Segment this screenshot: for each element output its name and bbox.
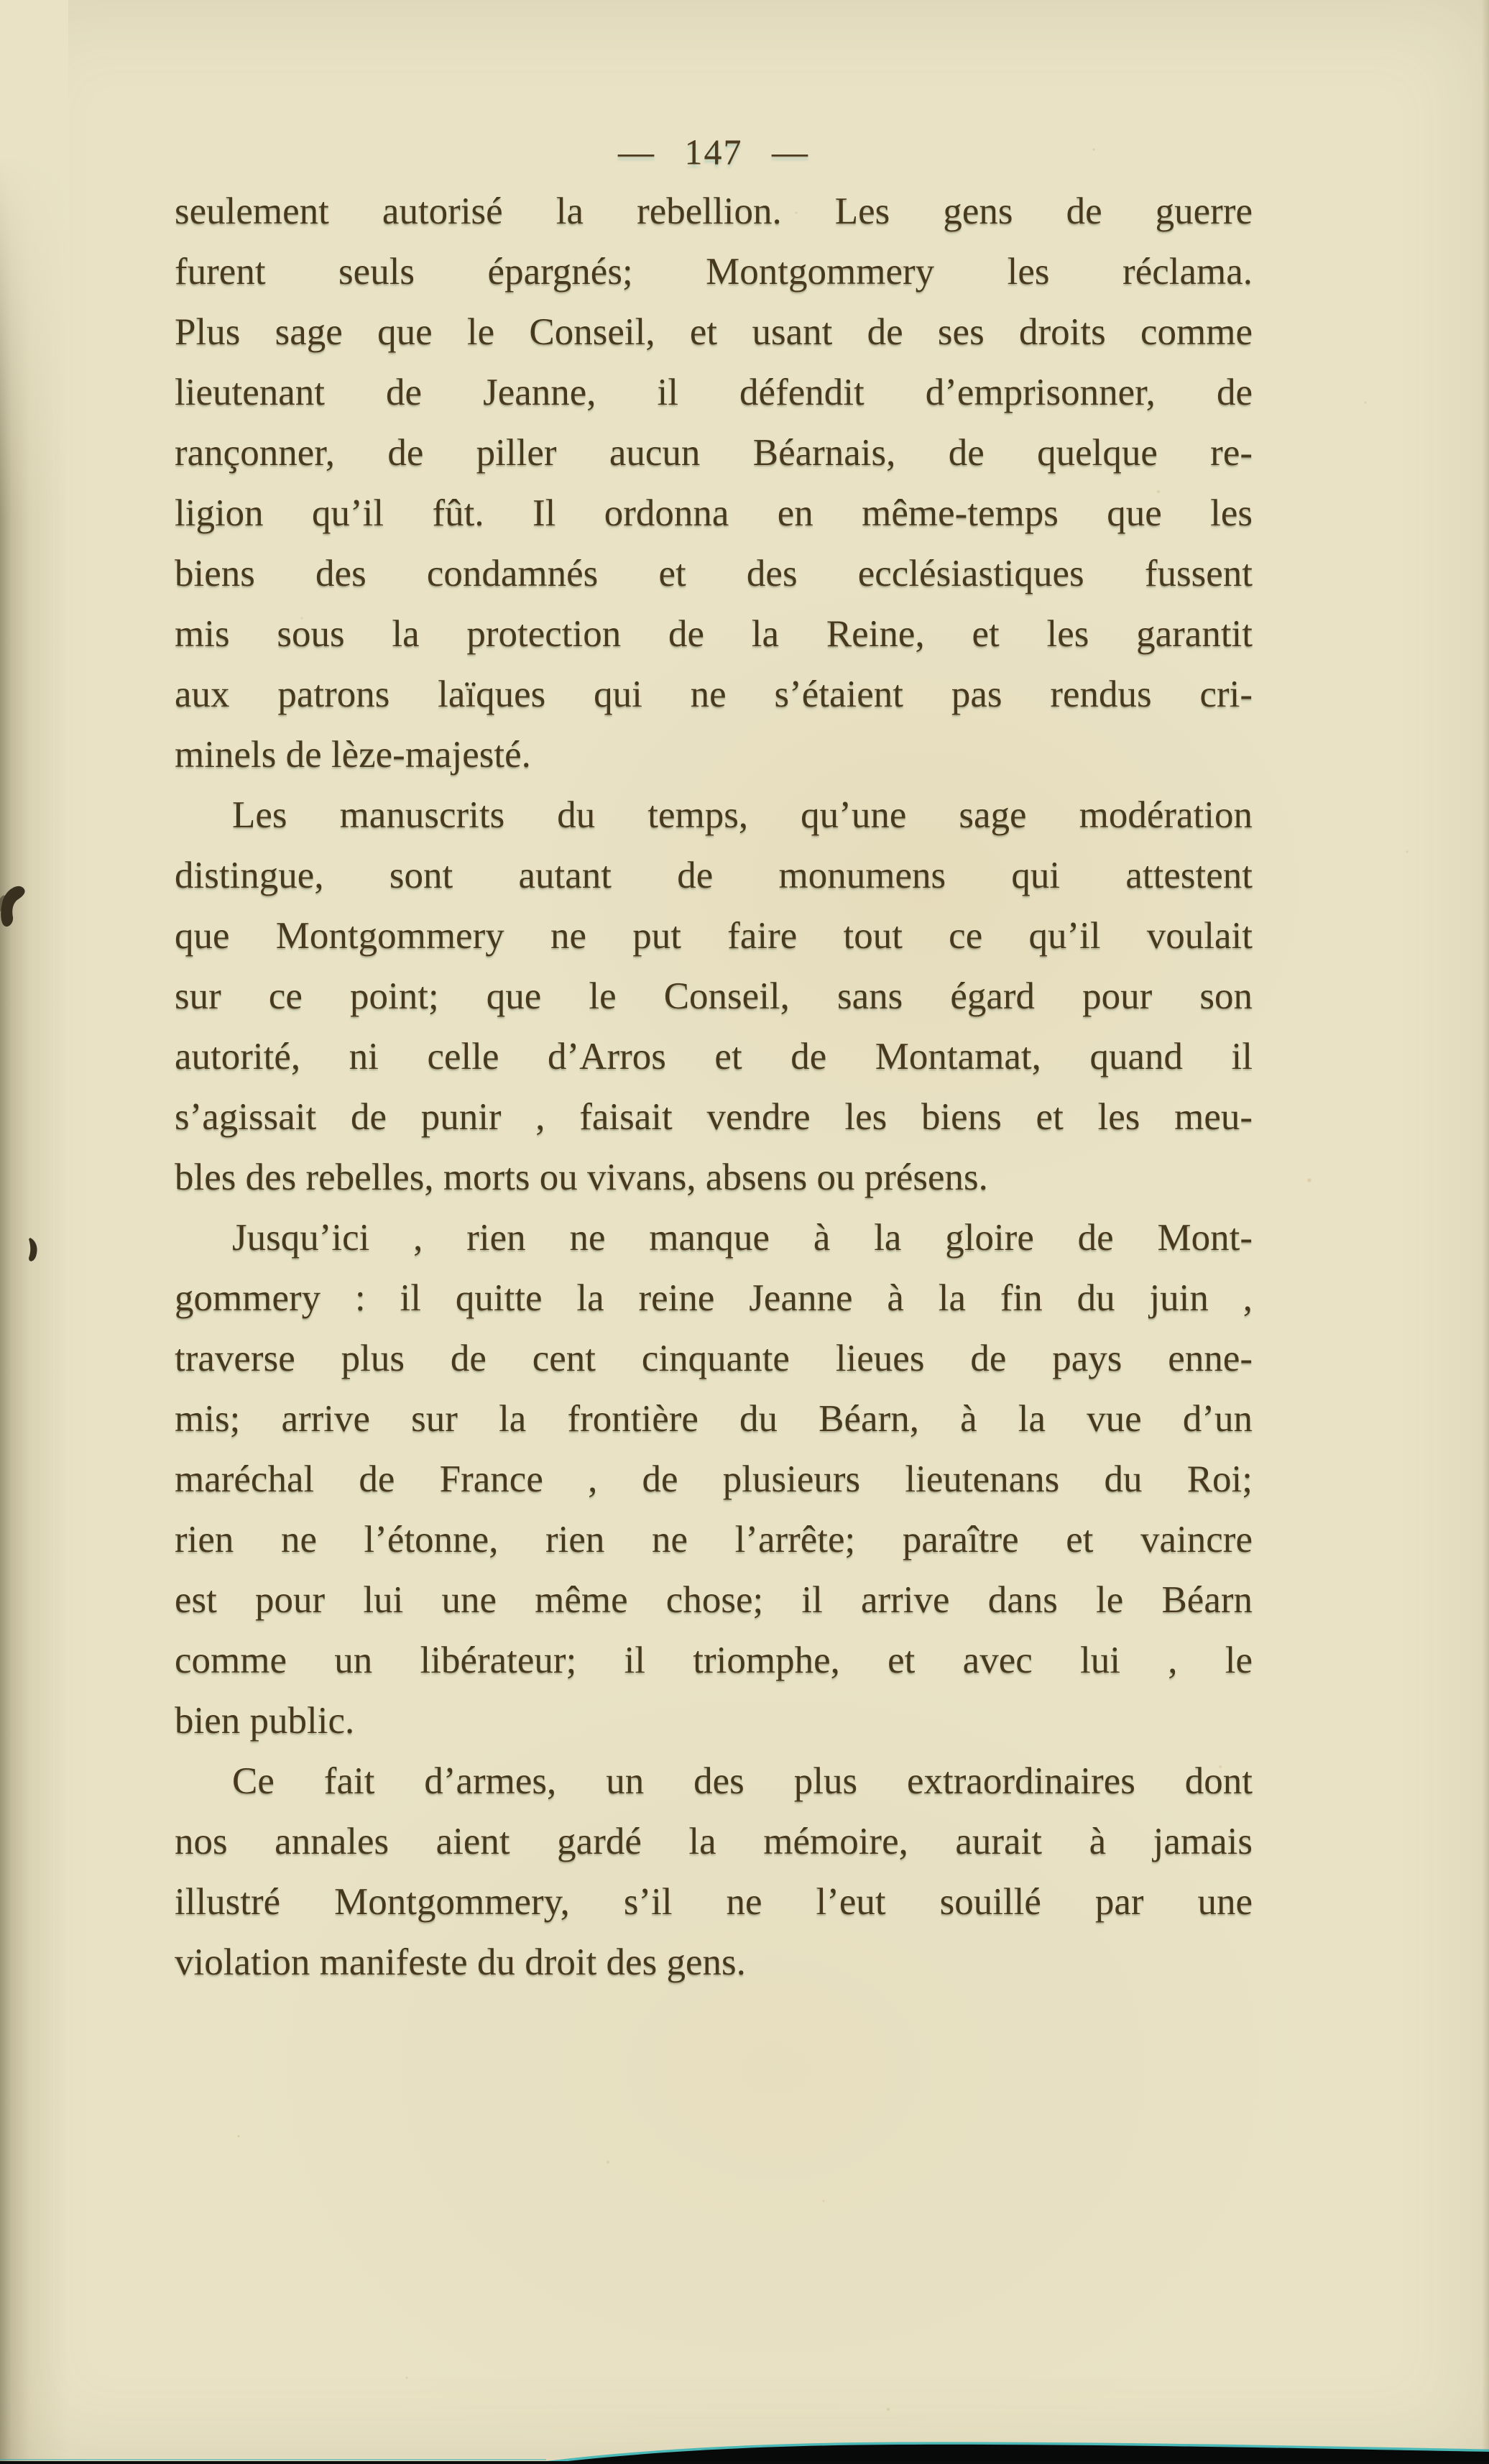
text-line: gommery : il quitte la reine Jeanne à la fin du juin ,	[175, 1277, 1253, 1319]
text-line: lieutenant de Jeanne, il défendit d’emprisonner, de	[175, 372, 1253, 413]
page-edge-fade-left	[0, 0, 68, 518]
text-line: ligion qu’il fût. Il ordonna en même-temps que les	[175, 492, 1253, 534]
text-line: bien public.	[175, 1700, 355, 1742]
page-number-header: — 147 —	[618, 132, 809, 172]
text-line: traverse plus de cent cinquante lieues de pays enne-	[175, 1338, 1253, 1379]
text-line: s’agissait de punir , faisait vendre les biens et les meu-	[175, 1096, 1253, 1138]
text-line: rien ne l’étonne, rien ne l’arrête; paraître et vaincre	[175, 1519, 1253, 1560]
text-line: Jusqu’ici , rien ne manque à la gloire de Mont-	[232, 1217, 1253, 1259]
text-line: Plus sage que le Conseil, et usant de ses droits comme	[175, 311, 1253, 353]
scan-bottom-band	[532, 2445, 1489, 2464]
page-text	[175, 181, 1253, 1992]
text-line: maréchal de France , de plusieurs lieutenans du Roi;	[175, 1458, 1253, 1500]
scan-bottom-line	[0, 2461, 1489, 2464]
text-line: illustré Montgommery, s’il ne l’eut souillé par une	[175, 1881, 1253, 1923]
text-line: que Montgommery ne put faire tout ce qu’il voulait	[175, 915, 1253, 957]
text-line: rançonner, de piller aucun Béarnais, de quelque re-	[175, 432, 1253, 474]
text-line: Ce fait d’armes, un des plus extraordinaires dont	[232, 1760, 1253, 1802]
text-line: minels de lèze-majesté.	[175, 734, 531, 776]
text-line: Les manuscrits du temps, qu’une sage modération	[232, 794, 1253, 836]
scan-bottom-fringe-left	[0, 2459, 546, 2460]
text-line: mis sous la protection de la Reine, et les garantit	[175, 613, 1253, 655]
text-line: furent seuls épargnés; Montgommery les réclama.	[175, 251, 1253, 293]
text-line: mis; arrive sur la frontière du Béarn, à la vue d’un	[175, 1398, 1253, 1440]
text-line: comme un libérateur; il triomphe, et avec lui , le	[175, 1640, 1253, 1681]
text-line: seulement autorisé la rebellion. Les gens de guerre	[175, 190, 1253, 232]
text-line: aux patrons laïques qui ne s’étaient pas rendus cri-	[175, 674, 1253, 715]
text-line: autorité, ni celle d’Arros et de Montamat, quand il	[175, 1036, 1253, 1077]
page-edge-shadow-right	[1482, 0, 1489, 2464]
text-line: nos annales aient gardé la mémoire, aurait à jamais	[175, 1821, 1253, 1862]
text-line: biens des condamnés et des ecclésiastiques fussent	[175, 553, 1253, 594]
text-line: est pour lui une même chose; il arrive dans le Béarn	[175, 1579, 1253, 1621]
text-line: violation manifeste du droit des gens.	[175, 1941, 746, 1983]
text-line: distingue, sont autant de monumens qui attestent	[175, 855, 1253, 896]
text-line: sur ce point; que le Conseil, sans égard pour son	[175, 975, 1253, 1017]
text-line: bles des rebelles, morts ou vivans, absens ou présens.	[175, 1157, 988, 1198]
scan-bottom-fringe	[532, 2445, 1489, 2464]
